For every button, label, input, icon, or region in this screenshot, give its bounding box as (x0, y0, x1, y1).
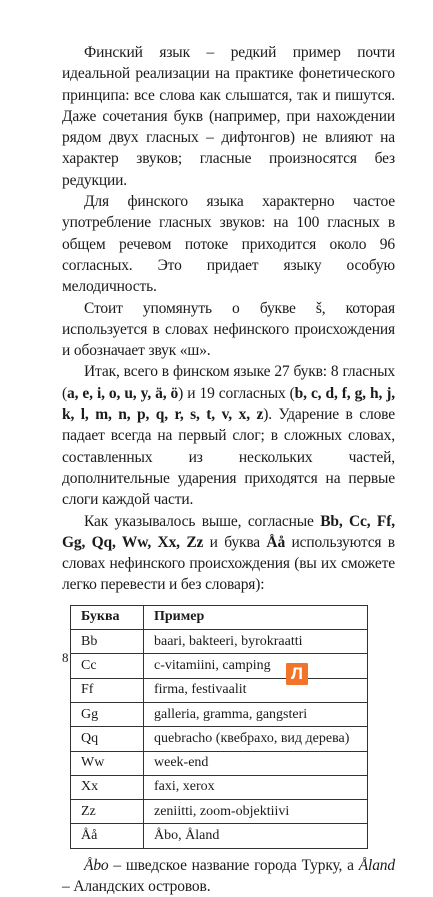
letter-cell: Xx (71, 775, 144, 799)
table-row (71, 751, 368, 775)
alphabet-text-a: Итак, всего в финском языке 27 букв: 8 гласных ( (62, 363, 395, 402)
letter-cell: Zz (71, 800, 144, 824)
table-row (71, 630, 368, 654)
example-cell: Åbo, Åland (144, 824, 368, 848)
page-body (62, 42, 395, 897)
example-cell: quebracho (квебрахо, вид дерева) (144, 727, 368, 751)
example-cell: baari, bakteeri, byrokraatti (144, 630, 368, 654)
example-cell: faxi, xerox (144, 775, 368, 799)
foreign-text-a: Как указывалось выше, согласные (84, 512, 321, 530)
aring-letter: Åå (266, 533, 286, 551)
alphabet-text-c: ). Ударение в слове падает всегда на первый слог; в сложных словах, составленных из нескольких частей, дополнительные ударения приходятся на первые слоги каждой части. (62, 406, 395, 509)
page-number: 8 (62, 650, 69, 665)
letter-cell: Åå (71, 824, 144, 848)
paragraph-alphabet (62, 361, 395, 510)
table-row (71, 678, 368, 702)
footnote-aring (62, 855, 395, 897)
letter-cell: Gg (71, 702, 144, 726)
paragraph-phonetic: Финский язык – редкий пример почти идеальной реализации на практике фонетического принципа: все слова как слышатся, так и пишутся. Даже сочетания букв (например, при нахождении рядом двух гласных – дифтонгов) не влияют на характер звуков; гласные произносятся без редукции. (62, 44, 395, 189)
paragraph-foreign-letters (62, 511, 395, 596)
example-cell: firma, festivaalit (144, 678, 368, 702)
foreign-letter-list: Bb, Cc, Ff, Gg, Qq, Ww, Xx, Zz (62, 512, 395, 551)
table-row (71, 775, 368, 799)
footnote-text-a: – шведское название города Турку, а (108, 856, 359, 874)
example-cell: zeniitti, zoom-objektiivi (144, 800, 368, 824)
table-row (71, 727, 368, 751)
vowel-list: a, e, i, o, u, y, ä, ö (67, 384, 179, 402)
table-row (71, 800, 368, 824)
publisher-logo: Л (286, 663, 308, 685)
example-cell: week-end (144, 751, 368, 775)
table-header-row (71, 605, 368, 629)
table-row (71, 824, 368, 848)
example-cell: c-vitamiini, camping (144, 654, 368, 678)
header-letter: Буква (71, 605, 144, 629)
letter-cell: Ww (71, 751, 144, 775)
letter-cell: Cc (71, 654, 144, 678)
table-row (71, 654, 368, 678)
footnote-word-abo: Åbo (84, 856, 109, 874)
header-example: Пример (144, 605, 368, 629)
table-row (71, 702, 368, 726)
letter-cell: Bb (71, 630, 144, 654)
letter-cell: Ff (71, 678, 144, 702)
alphabet-text-b: ) и 19 согласных ( (178, 384, 295, 402)
foreign-text-b: и буква (203, 533, 267, 551)
paragraph-s-caron: Стоит упомянуть о букве š, которая используется в словах нефинского происхождения и обозначает звук «ш». (62, 299, 395, 360)
paragraph-vowels: Для финского языка характерно частое употребление гласных звуков: на 100 гласных в общем речевом потоке приходится около 96 согласных. Это придает языку особую мелодичность. (62, 193, 395, 296)
consonant-list: b, c, d, f, g, h, j, k, l, m, n, p, q, r, s, t, v, x, z (62, 384, 395, 424)
example-cell: galleria, gramma, gangsteri (144, 702, 368, 726)
footnote-text-b: – Аландских островов. (62, 877, 211, 895)
footnote-word-aland: Åland (358, 856, 395, 874)
letter-cell: Qq (71, 727, 144, 751)
letters-table (70, 605, 368, 849)
foreign-text-c: используются в словах нефинского происхождения (вы их сможете легко перевести и без словаря): (62, 533, 395, 594)
